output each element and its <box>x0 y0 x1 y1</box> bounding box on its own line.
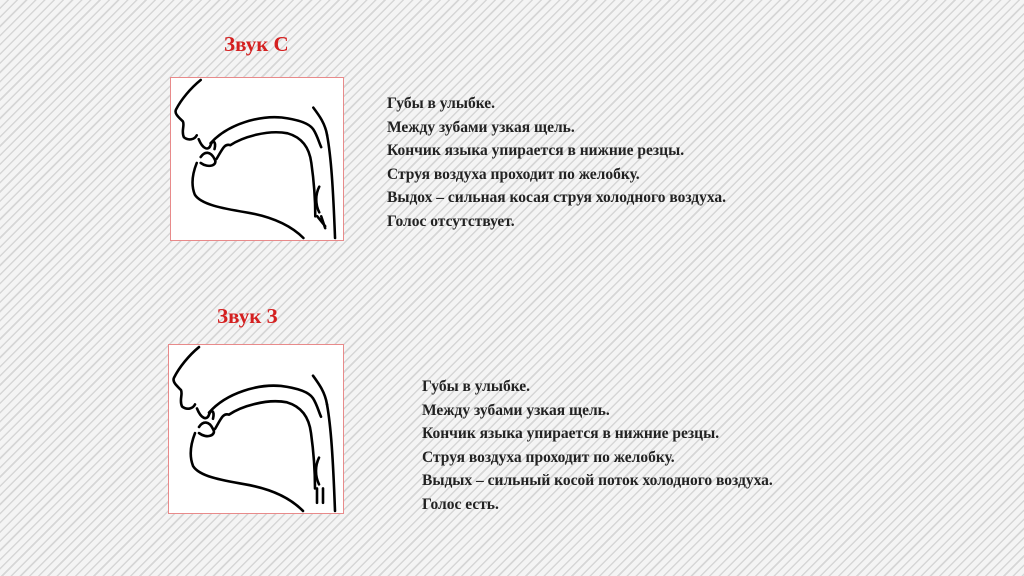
description-line: Между зубами узкая щель. <box>387 118 575 136</box>
description-line: Струя воздуха проходит по желобку. <box>387 165 640 183</box>
description-line: Выдох – сильная косая струя холодного воздуха. <box>387 189 727 206</box>
sound-s-title: Звук С <box>224 32 289 56</box>
description-line: Между зубами узкая щель. <box>422 401 610 419</box>
sound-s-description <box>387 92 726 233</box>
mouth-profile-illustration <box>171 78 343 240</box>
description-line: Губы в улыбке. <box>387 95 496 112</box>
description-line: Кончик языка упирается в нижние резцы. <box>422 425 720 442</box>
description-line: Губы в улыбке. <box>422 378 531 395</box>
mouth-profile-illustration <box>169 345 343 513</box>
description-line: Голос есть. <box>422 495 499 513</box>
description-line: Голос отсутствует. <box>387 212 515 230</box>
articulation-diagram-z <box>168 344 344 514</box>
description-line: Кончик языка упирается в нижние резцы. <box>387 142 685 159</box>
articulation-diagram-s <box>170 77 344 241</box>
description-line: Струя воздуха проходит по желобку. <box>422 448 675 466</box>
sound-z-description <box>422 375 773 516</box>
sound-z-title: Звук З <box>217 304 278 328</box>
description-line: Выдых – сильный косой поток холодного воздуха. <box>422 472 773 489</box>
